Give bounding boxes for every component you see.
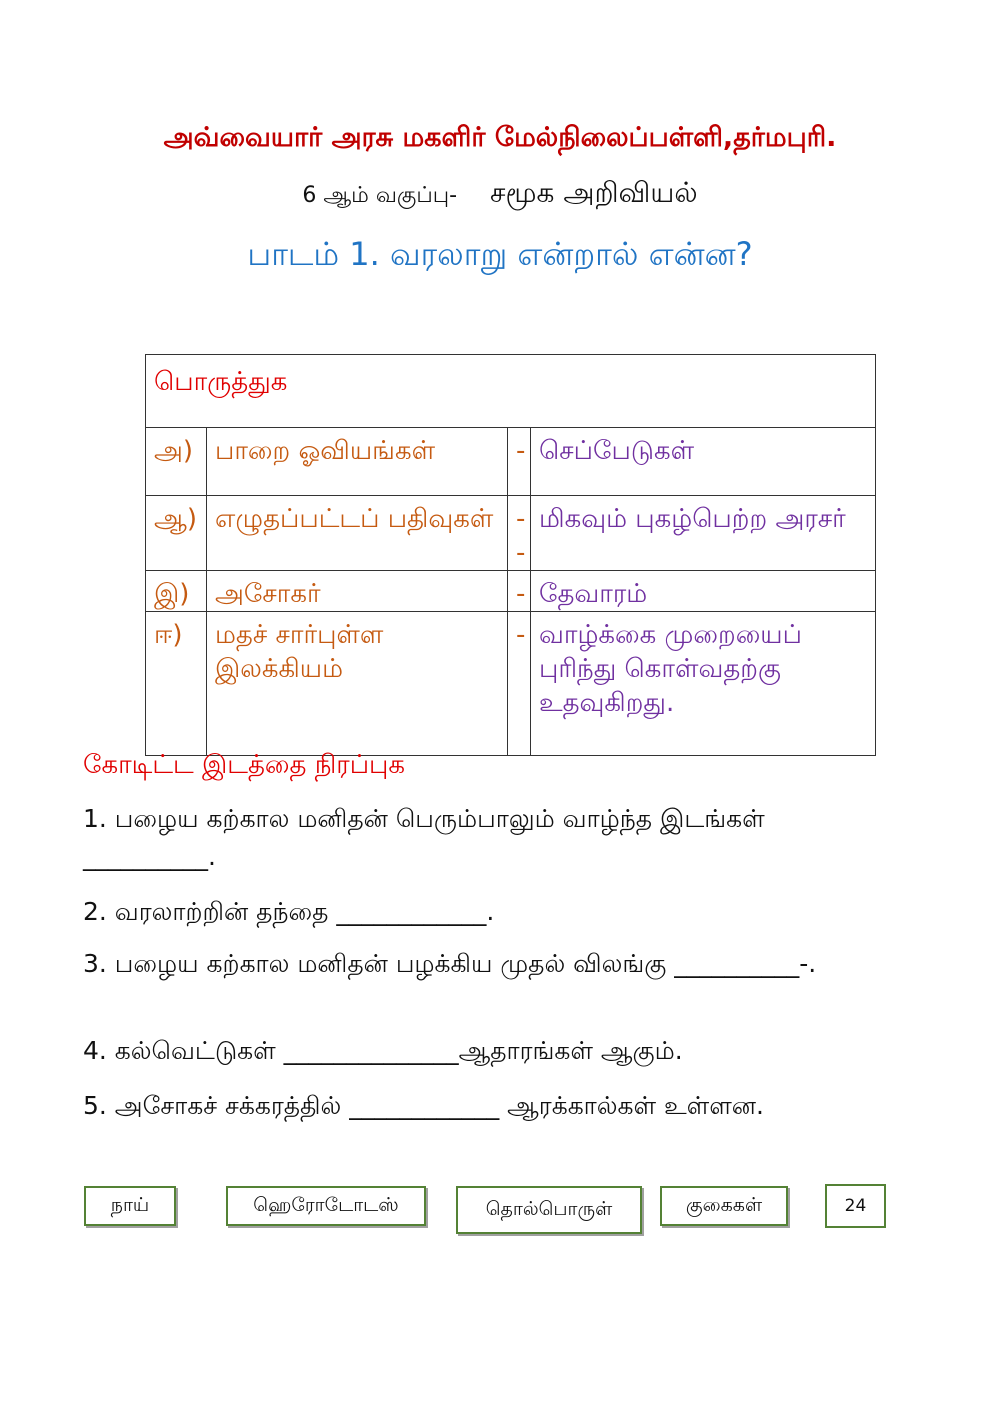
match-dash: - (508, 612, 531, 756)
match-table (145, 354, 876, 756)
match-heading-row (146, 355, 876, 428)
fill-blanks-heading: கோடிட்ட இடத்தை நிரப்புக (83, 750, 406, 780)
answer-option-caves[interactable]: குகைகள் (660, 1186, 788, 1226)
match-right-item[interactable]: செப்பேடுகள் (531, 428, 876, 496)
school-name: அவ்வையார் அரசு மகளிர் மேல்நிலைப்பள்ளி,தர்மபுரி. (163, 122, 837, 153)
question-4[interactable]: 4. கல்வெட்டுகள் ______________ஆதாரங்கள் ஆகும். (83, 1036, 683, 1065)
match-left-item[interactable]: அசோகர் (207, 571, 508, 612)
answer-option-herodotus[interactable]: ஹெரோடோடஸ் (226, 1186, 426, 1226)
question-1[interactable]: 1. பழைய கற்கால மனிதன் பெரும்பாலும் வாழ்ந்த இடங்கள் __________. (83, 804, 765, 871)
answer-option-archaeological[interactable]: தொல்பொருள் (456, 1186, 642, 1234)
match-dash: - (508, 428, 531, 496)
question-2[interactable]: 2. வரலாற்றின் தந்தை ____________. (83, 897, 495, 926)
match-dash: - - (508, 496, 531, 571)
question-5[interactable]: 5. அசோகச் சக்கரத்தில் ____________ ஆரக்கால்கள் உள்ளன. (83, 1091, 764, 1120)
grade-label: 6 ஆம் வகுப்பு- (302, 183, 458, 208)
match-row (146, 612, 876, 756)
class-subject-line (0, 176, 1000, 213)
lesson-title: பாடம் 1. வரலாறு என்றால் என்ன? (247, 235, 753, 273)
match-left-item[interactable]: மதச் சார்புள்ள இலக்கியம் (207, 612, 508, 756)
match-left-item[interactable]: பாறை ஓவியங்கள் (207, 428, 508, 496)
match-right-item[interactable]: மிகவும் புகழ்பெற்ற அரசர் (531, 496, 876, 571)
match-right-item[interactable]: தேவாரம் (531, 571, 876, 612)
match-letter: இ) (146, 571, 207, 612)
page-number: 24 (825, 1184, 886, 1228)
match-row (146, 571, 876, 612)
question-3[interactable]: 3. பழைய கற்கால மனிதன் பழக்கிய முதல் விலங்கு __________-. (83, 949, 817, 978)
match-left-item[interactable]: எழுதப்பட்டப் பதிவுகள் (207, 496, 508, 571)
match-dash: - (508, 571, 531, 612)
match-row (146, 496, 876, 571)
answer-option-dog[interactable]: நாய் (84, 1186, 176, 1226)
match-heading: பொருத்துக (146, 355, 876, 428)
match-letter: ஆ) (146, 496, 207, 571)
subject-label: சமூக அறிவியல் (490, 176, 698, 209)
match-letter: ஈ) (146, 612, 207, 756)
match-row (146, 428, 876, 496)
match-right-item[interactable]: வாழ்க்கை முறையைப் புரிந்து கொள்வதற்கு உதவுகிறது. (531, 612, 876, 756)
match-letter: அ) (146, 428, 207, 496)
